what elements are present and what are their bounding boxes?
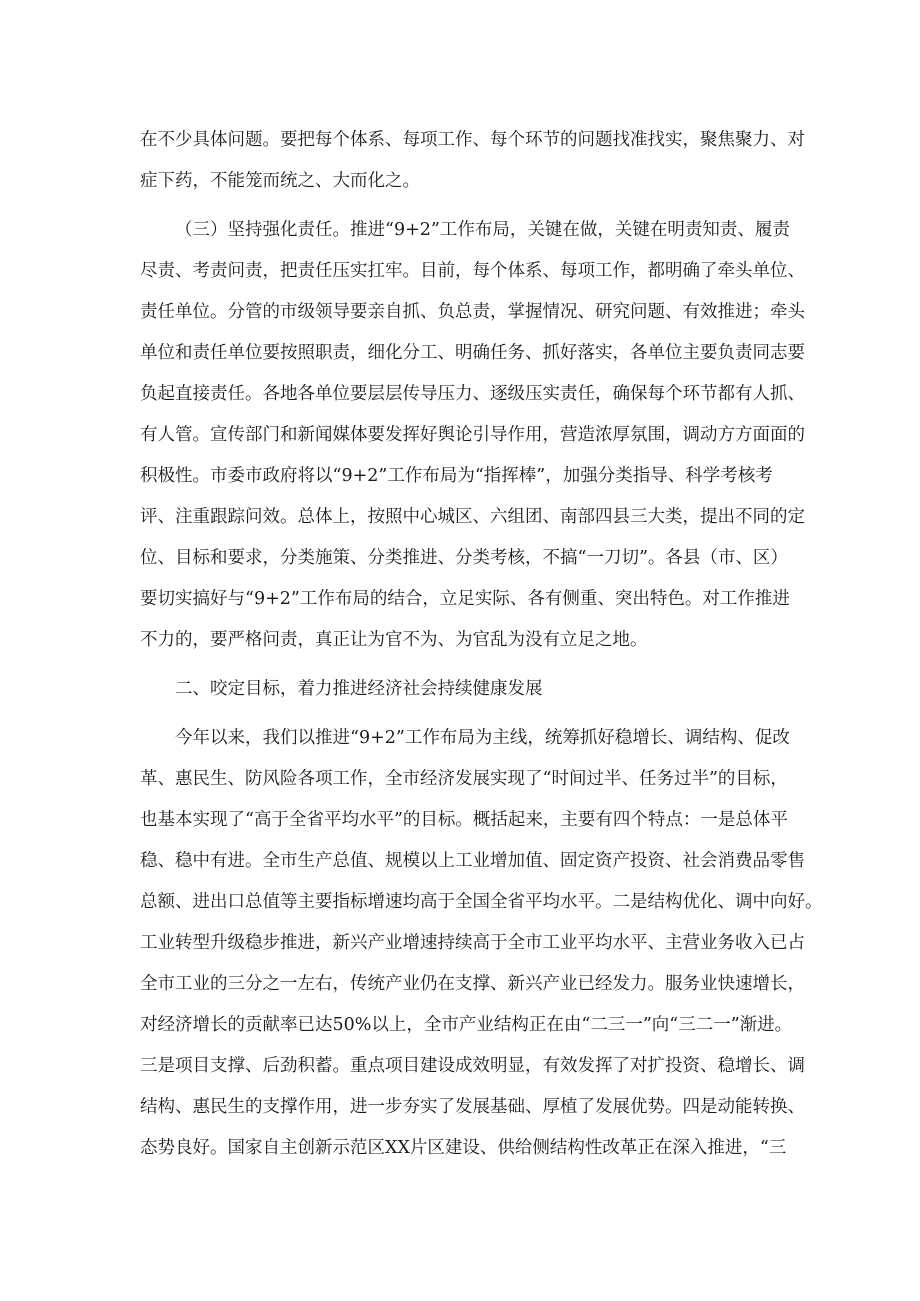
- paragraph-1-line-2: 症下药，不能笼而统之、大而化之。: [140, 171, 420, 191]
- paragraph-3-line-4: 稳、稳中有进。全市生产总值、规模以上工业增加值、固定资产投资、社会消费品零售: [140, 851, 805, 871]
- paragraph-2-line-7: 积极性。市委市政府将以“9+2”工作布局为“指挥棒”，加强分类指导、科学考核考: [140, 466, 773, 486]
- paragraph-2-line-5: 负起直接责任。各地各单位要层层传导压力、逐级压实责任，确保每个环节都有人抓、: [140, 384, 805, 404]
- paragraph-2-line-2: 尽责、考责问责，把责任压实扛牢。目前，每个体系、每项工作，都明确了牵头单位、: [140, 261, 805, 281]
- paragraph-2-line-1: （三）坚持强化责任。推进“9+2”工作布局，关键在做，关键在明责知责、履责: [175, 220, 790, 240]
- paragraph-2-line-6: 有人管。宣传部门和新闻媒体要发挥好舆论引导作用，营造浓厚氛围，调动方方面面的: [140, 425, 805, 445]
- paragraph-2-line-11: 不力的，要严格问责，真正让为官不为、为官乱为没有立足之地。: [140, 630, 648, 650]
- paragraph-2-line-9: 位、目标和要求，分类施策、分类推进、分类考核，不搞“一刀切”。各县（市、区）: [140, 548, 788, 568]
- paragraph-3-line-2: 革、惠民生、防风险各项工作，全市经济发展实现了“时间过半、任务过半”的目标，: [140, 769, 788, 789]
- paragraph-2-line-4: 单位和责任单位要按照职责，细化分工、明确任务、抓好落实，各单位主要负责同志要: [140, 343, 805, 363]
- paragraph-3-line-1: 今年以来，我们以推进“9+2”工作布局为主线，统筹抓好稳增长、调结构、促改: [175, 728, 790, 748]
- paragraph-1-line-1: 在不少具体问题。要把每个体系、每项工作、每个环节的问题找准找实，聚焦聚力、对: [140, 130, 805, 150]
- paragraph-3-line-6: 工业转型升级稳步推进，新兴产业增速持续高于全市工业平均水平、主营业务收入已占: [140, 933, 805, 953]
- paragraph-3-line-8: 对经济增长的贡献率已达50%以上，全市产业结构正在由“二三一”向“三二一”渐进。: [140, 1015, 793, 1035]
- paragraph-3-line-5: 总额、进出口总值等主要指标增速均高于全国全省平均水平。二是结构优化、调中向好。: [140, 892, 823, 912]
- paragraph-3-line-3: 也基本实现了“高于全省平均水平”的目标。概括起来，主要有四个特点：一是总体平: [140, 810, 788, 830]
- paragraph-2-line-10: 要切实搞好与“9+2”工作布局的结合，立足实际、各有侧重、突出特色。对工作推进: [140, 589, 790, 609]
- paragraph-3-line-9: 三是项目支撑、后劲积蓄。重点项目建设成效明显，有效发挥了对扩投资、稳增长、调: [140, 1056, 805, 1076]
- paragraph-3-line-7: 全市工业的三分之一左右，传统产业仍在支撑、新兴产业已经发力。服务业快速增长，: [140, 974, 805, 994]
- section-heading: 二、咬定目标，着力推进经济社会持续健康发展: [175, 679, 543, 699]
- paragraph-2-line-8: 评、注重跟踪问效。总体上，按照中心城区、六组团、南部四县三大类，提出不同的定: [140, 507, 805, 527]
- paragraph-3-line-11: 态势良好。国家自主创新示范区XX片区建设、供给侧结构性改革正在深入推进，“三: [140, 1138, 787, 1158]
- paragraph-3-line-10: 结构、惠民生的支撑作用，进一步夯实了发展基础、厚植了发展优势。四是动能转换、: [140, 1097, 805, 1117]
- paragraph-2-line-3: 责任单位。分管的市级领导要亲自抓、负总责，掌握情况、研究问题、有效推进；牵头: [140, 302, 805, 322]
